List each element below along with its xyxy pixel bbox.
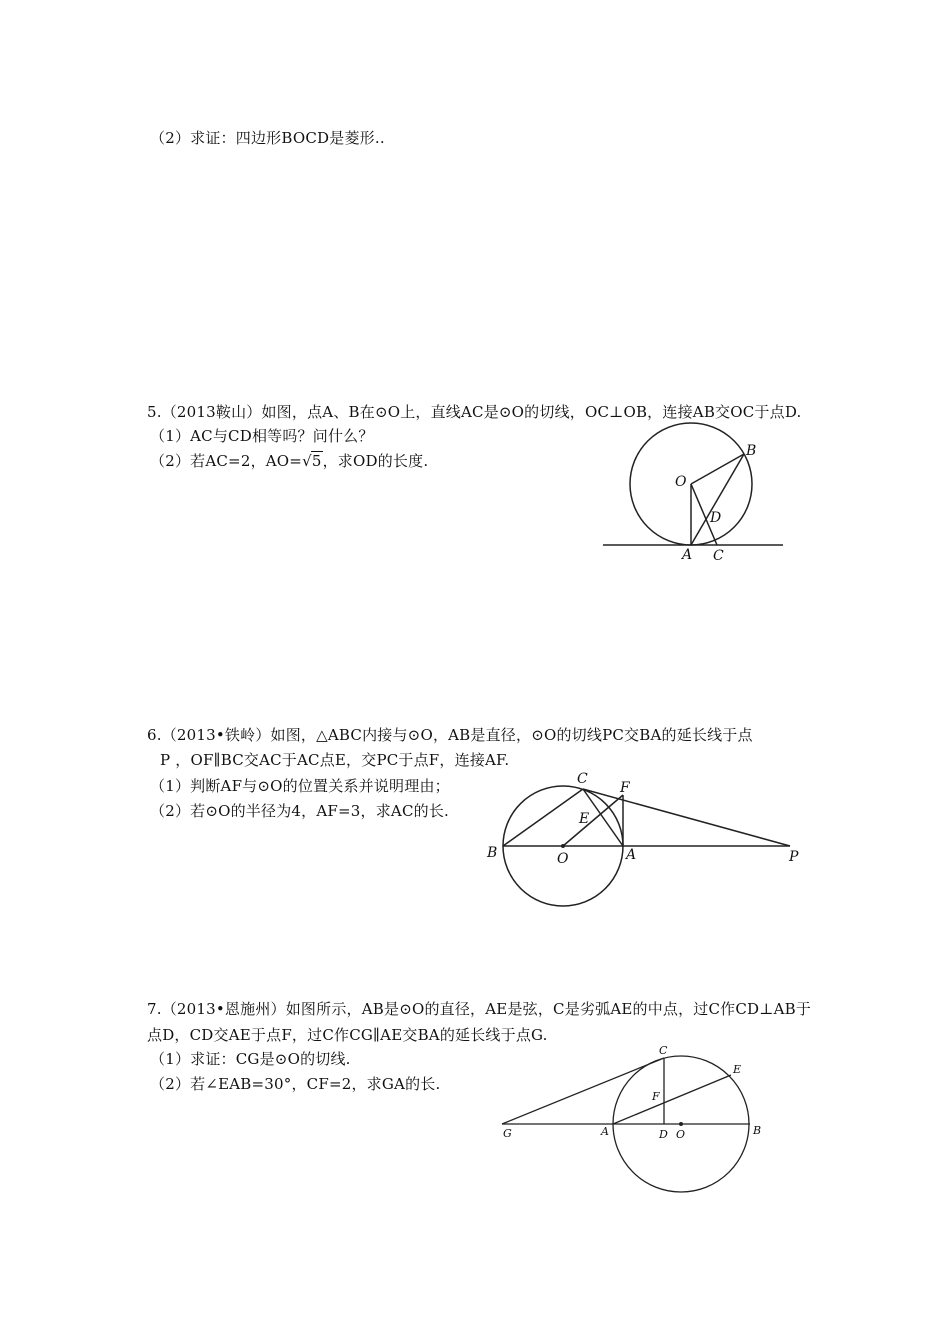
q7-label-A: A (601, 1125, 609, 1138)
q6-label-A: A (626, 847, 637, 863)
q7-label-D: D (659, 1128, 668, 1141)
q7-title-line1: 7.（2013•恩施州）如图所示，AB是⊙O的直径，AE是弦，C是劣弧AE的中点，过C作CD⊥AB于 (147, 1000, 812, 1018)
q4-part2: （2）求证：四边形BOCD是菱形.. (150, 129, 385, 147)
q5-label-O: O (675, 474, 687, 490)
q7-label-B: B (753, 1124, 762, 1137)
q5-part2-post: ，求OD的长度. (322, 452, 429, 470)
q7-label-O: O (676, 1128, 686, 1141)
sqrt-symbol: √ (302, 452, 312, 470)
q6-title-line2: P ，OF∥BC交AC于AC点E，交PC于点F，连接AF. (160, 751, 510, 769)
q7-segment-AE (613, 1075, 731, 1124)
q5-title: 5.（2013鞍山）如图，点A、B在⊙O上，直线AC是⊙O的切线，OC⊥OB，连接AB交OC于点D. (147, 403, 802, 421)
q7-segment-GC (502, 1058, 664, 1124)
q7-title-line2: 点D，CD交AE于点F，过C作CG∥AE交BA的延长线于点G. (147, 1026, 548, 1044)
q7-label-F: F (652, 1090, 660, 1103)
q7-label-C: C (659, 1044, 668, 1057)
q7-part1: （1）求证：CG是⊙O的切线. (150, 1050, 351, 1068)
q7-center-dot (679, 1122, 683, 1126)
q6-label-F: F (620, 780, 630, 796)
q6-label-B: B (487, 845, 498, 861)
q6-title-line1: 6.（2013•铁岭）如图，△ABC内接与⊙O，AB是直径，⊙O的切线PC交BA的延长线于点 (147, 726, 753, 744)
q6-label-C: C (577, 771, 588, 787)
q6-label-E: E (579, 811, 590, 827)
q7-label-E: E (733, 1063, 742, 1076)
q5-part2-pre: （2）若AC=2，AO= (150, 452, 303, 470)
sqrt-radicand: 5 (311, 452, 322, 470)
q5-label-B: B (746, 443, 757, 459)
q5-label-D: D (710, 510, 722, 526)
q7-part2: （2）若∠EAB=30°，CF=2，求GA的长. (150, 1075, 441, 1093)
q5-label-C: C (713, 548, 724, 564)
q6-label-P: P (789, 849, 799, 865)
q5-part1: （1）AC与CD相等吗？问什么？ (150, 427, 374, 445)
q6-part2: （2）若⊙O的半径为4，AF=3，求AC的长. (150, 802, 449, 820)
q6-label-O: O (557, 851, 569, 867)
q6-part1: （1）判断AF与⊙O的位置关系并说明理由； (150, 777, 450, 795)
q5-label-A: A (682, 547, 693, 563)
q7-label-G: G (503, 1127, 512, 1140)
